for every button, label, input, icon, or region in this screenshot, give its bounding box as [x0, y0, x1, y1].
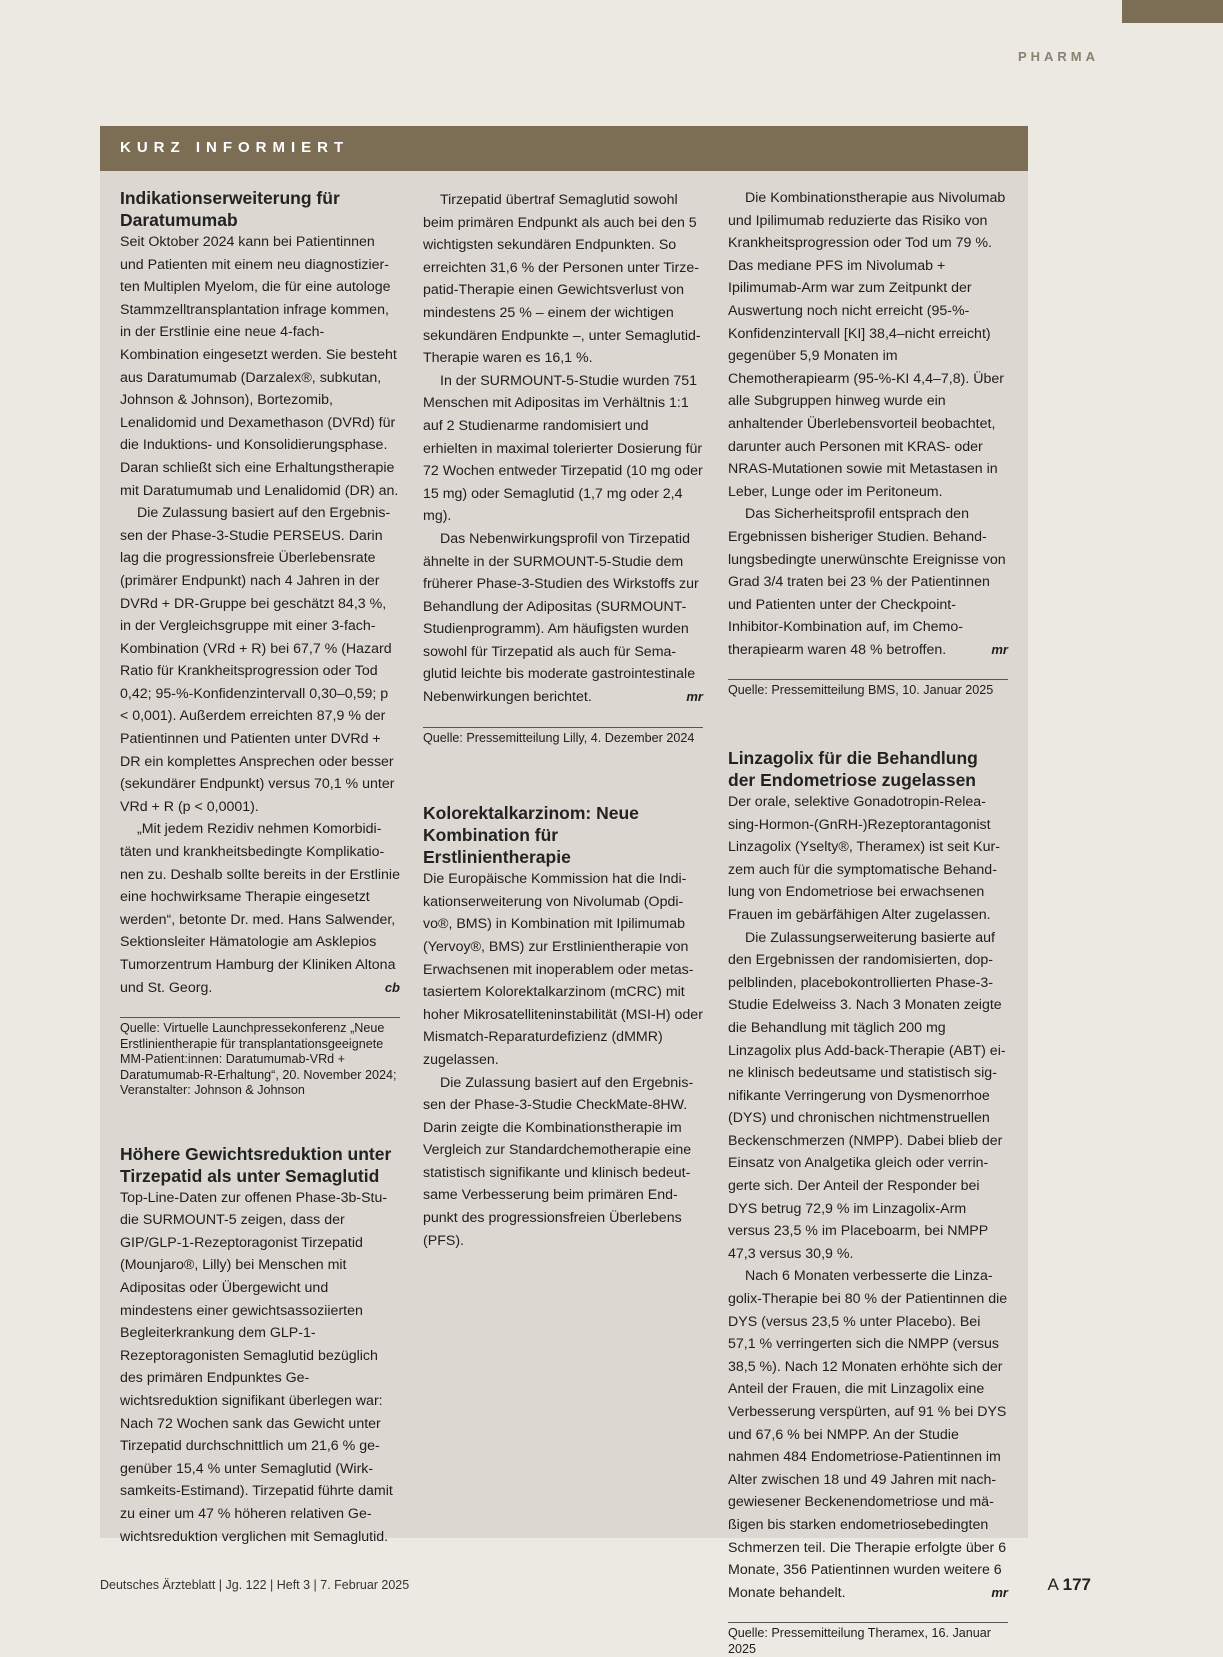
author-initials: mr — [991, 641, 1008, 657]
article-1-paragraph: Die Zulassung basiert auf den Ergebnissen der Phase-3-Studie PERSEUS. Darin lag die progressionsfreie Überlebensrate (primärer Endpunkt) nach 4 Jahren in der DVRd + DR-Gruppe bei geschätzt 84,3 %, in der Vergleichsgruppe mit einer 3-fach-Kombination (VRd + R) bei 67,7 % (Hazard Ratio für Krankheitsprogression oder Tod 0,42; 95-%-Konfidenzintervall 0,30–0,59; p < 0,001). Außerdem erreichten 87,9 % der Patientinnen und Patienten unter DVRd + DR ein komplettes Ansprechen oder besser (sekundärer Endpunkt) versus 70,1 % unter VRd + R (p < 0,0001). — [120, 505, 395, 815]
article-3-title: Kolorektalkarzinom: Neue Kombination für Erstlinientherapie — [423, 803, 639, 868]
article-4-paragraph: Der orale, selektive Gonadotropin-Releasing-Hormon-(GnRH-)Rezeptorantagonist Linzagolix (Yselty®, Theramex) ist seit Kurzem auch für die symptomatische Behandlung von Endometriose bei erwachsenen Frauen im gebärfähigen Alter zugelassen. — [728, 793, 1000, 923]
panel-title: KURZ INFORMIERT — [120, 139, 350, 156]
article-1-source: Quelle: Virtuelle Launchpressekonferenz „Neue Erstlinientherapie für transplantationsgeeignete MM-Patient:innen: Daratumumab-VRd + Daratumumab-R-Erhaltung“, 20. November 2024; Veranstalter: Johnson & Johnson — [120, 1017, 400, 1099]
author-initials: cb — [384, 979, 400, 995]
article-1-paragraph: „Mit jedem Rezidiv nehmen Komorbiditäten und krankheitsbedingte Komplikationen zu. Deshalb sollte bereits in der Erstlinie eine hochwirksame Therapie eingesetzt werden“, betonte Dr. med. Hans Salwender, Sektionsleiter Hämatologie am Asklepios Tumorzentrum Hamburg der Kliniken Altona und St. Georg. cb — [120, 818, 400, 999]
article-2-paragraph: Das Nebenwirkungsprofil von Tirzepatid ähnelte in der SURMOUNT-5-Studie dem früherer Phase-3-Studien des Wirkstoffs zur Behandlung der Adipositas (SURMOUNT-Studienprogramm). Am häufigsten wurden sowohl für Tirzepatid als auch für Semaglutid leichte bis moderate gastrointestinale Nebenwirkungen berichtet. mr — [423, 528, 703, 709]
panel-header — [100, 126, 1028, 171]
article-4-title: Linzagolix für die Behandlung der Endometriose zugelassen — [728, 747, 978, 790]
article-3-paragraph: Die Zulassung basiert auf den Ergebnissen der Phase-3-Studie CheckMate-8HW. Darin zeigte die Kombinationstherapie im Vergleich zur Standardchemotherapie eine statistisch signifikante und klinisch bedeutsame Verbesserung beim primären Endpunkt des progressionsfreien Überlebens (PFS). — [423, 1074, 694, 1249]
article-2-paragraph: Tirzepatid übertraf Semaglutid sowohl beim primären Endpunkt als auch bei den 5 wichtigsten sekundären Endpunkten. So erreichten 31,6 % der Personen unter Tirzepatid-Therapie einen Gewichtsverlust von mindestens 25 % – einem der wichtigen sekundären Endpunkte –, unter Semaglutid-Therapie waren es 16,1 %. — [423, 192, 701, 367]
section-label: PHARMA — [1017, 49, 1099, 64]
article-3-paragraph: Die Europäische Kommission hat die Indikationserweiterung von Nivolumab (Opdivo®, BMS) in Kombination mit Ipilimumab (Yervoy®, BMS) zur Erstlinientherapie von Erwachsenen mit inoperablem oder metastasiertem Kolorektalkarzinom (mCRC) mit hoher Mikrosatelliteninstabilität (MSI-H) oder Mismatch-Reparaturdefizienz (dMMR) zugelassen. — [423, 871, 703, 1068]
column-2 — [423, 189, 703, 1252]
article-4-paragraph: Nach 6 Monaten verbesserte die Linzagolix-Therapie bei 80 % der Patientinnen die DYS (versus 23,5 % unter Placebo). Bei 57,1 % verringerten sich die NMPP (versus 38,5 %). Nach 12 Monaten erhöhte sich der Anteil der Frauen, die mit Linzagolix eine Verbesserung verspürten, auf 91 % bei DYS und 67,6 % bei NMPP. An der Studie nahmen 484 Endometriose-Patientinnen im Alter zwischen 18 und 49 Jahren mit nachgewiesener Beckenendometriose und mäßigen bis starken endometriosebedingten Schmerzen teil. Die Therapie erfolgte über 6 Monate, 356 Patientinnen wurden weitere 6 Monate behandelt. mr — [728, 1265, 1008, 1604]
page-number-value: 177 — [1062, 1575, 1091, 1594]
footer-citation: Deutsches Ärzteblatt | Jg. 122 | Heft 3 | 7. Februar 2025 — [100, 1578, 410, 1592]
article-2-source: Quelle: Pressemitteilung Lilly, 4. Dezember 2024 — [423, 727, 703, 747]
article-4-paragraph: Die Zulassungserweiterung basierte auf den Ergebnissen der randomisierten, doppelblinden, placebokontrollierten Phase-3-Studie Edelweiss 3. Nach 3 Monaten zeigte die Behandlung mit täglich 200 mg Linzagolix plus Add-back-Therapie (ABT) eine klinisch bedeutsame und statistisch signifikante Verringerung von Dysmenorrhoe (DYS) und chronischen nichtmenstruellen Beckenschmerzen (NMPP). Dabei blieb der Einsatz von Analgetika gleich oder verringerte sich. Der Anteil der Responder bei DYS betrug 72,9 % im Linzagolix-Arm versus 23,5 % im Placeboarm, bei NMPP 47,3 versus 30,9 %. — [728, 929, 1006, 1262]
article-1-paragraph: Seit Oktober 2024 kann bei Patientinnen und Patienten mit einem neu diagnostizierten Multiplen Myelom, die für eine autologe Stammzelltransplantation infrage kommen, in der Erstlinie eine neue 4-fach-Kombination eingesetzt werden. Sie besteht aus Daratumumab (Darzalex®, subkutan, Johnson & Johnson), Bortezomib, Lenalidomid und Dexamethason (DVRd) für die Induktions- und Konsolidierungsphase. Daran schließt sich eine Erhaltungstherapie mit Daratumumab und Lenalidomid (DR) an. — [120, 234, 399, 499]
article-3-paragraph: Das Sicherheitsprofil entsprach den Ergebnissen bisheriger Studien. Behandlungsbedingte unerwünschte Ereignisse von Grad 3/4 traten bei 23 % der Patientinnen und Patienten unter der Checkpoint-Inhibitor-Kombination auf, im Chemotherapiearm waren 48 % betroffen. mr — [728, 503, 1008, 661]
article-4-source: Quelle: Pressemitteilung Theramex, 16. Januar 2025 — [728, 1622, 1008, 1657]
article-2-title: Höhere Gewichtsreduktion unter Tirzepatid als unter Semaglutid — [120, 1143, 392, 1186]
article-2-paragraph: In der SURMOUNT-5-Studie wurden 751 Menschen mit Adipositas im Verhältnis 1:1 auf 2 Studienarme randomisiert und erhielten in maximal tolerierter Dosierung für 72 Wochen entweder Tirzepatid (10 mg oder 15 mg) oder Semaglutid (1,7 mg oder 2,4 mg). — [423, 372, 703, 525]
corner-color-tab — [1122, 0, 1223, 23]
page-prefix: A — [1047, 1575, 1058, 1594]
article-3-source: Quelle: Pressemitteilung BMS, 10. Januar 2025 — [728, 679, 1008, 699]
article-1-title: Indikationserweiterung für Daratumumab — [120, 188, 340, 230]
article-3-paragraph: Die Kombinationstherapie aus Nivolumab und Ipilimumab reduzierte das Risiko von Krankheitsprogression oder Tod um 79 %. Das mediane PFS im Nivolumab + Ipilimumab-Arm war zum Zeitpunkt der Auswertung noch nicht erreicht (95-%-Konfidenzintervall [KI] 38,4–nicht erreicht) gegenüber 5,9 Monaten im Chemotherapiearm (95-%-KI 4,4–7,8). Über alle Subgruppen hinweg wurde ein anhaltender Überlebensvorteil beobachtet, darunter auch Personen mit KRAS- oder NRAS-Mutationen sowie mit Metastasen in Leber, Lunge oder im Peritoneum. — [728, 190, 1006, 500]
page-number — [1047, 1575, 1091, 1595]
column-1 — [120, 187, 400, 1548]
author-initials: mr — [686, 689, 703, 705]
article-2-paragraph: Top-Line-Daten zur offenen Phase-3b-Studie SURMOUNT-5 zeigen, dass der GIP/GLP-1-Rezeptoragonist Tirzepatid (Mounjaro®, Lilly) bei Menschen mit Adipositas oder Übergewicht und mindestens einer gewichtsassoziierten Begleiterkrankung dem GLP-1-Rezeptoragonisten Semaglutid bezüglich des primären Endpunktes Gewichtsreduktion signifikant überlegen war: Nach 72 Wochen sank das Gewicht unter Tirzepatid durchschnittlich um 21,6 % gegenüber 15,4 % unter Semaglutid (Wirksamkeits-Estimand). Tirzepatid führte damit zu einer um 47 % höheren relativen Gewichtsreduktion verglichen mit Semaglutid. — [120, 1189, 393, 1545]
column-3 — [728, 187, 1008, 1657]
author-initials: mr — [991, 1584, 1008, 1600]
